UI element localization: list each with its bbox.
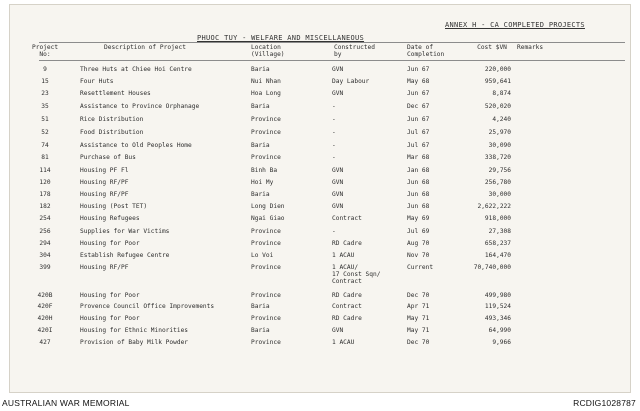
cell-description: Housing (Post TET) <box>80 203 148 210</box>
cell-description: Four Huts <box>80 78 114 85</box>
cell-project-no: 304 <box>39 252 51 259</box>
cell-constructed-by: GVN <box>332 90 344 97</box>
cell-constructed-by: - <box>332 142 336 149</box>
cell-constructed-by: 1 ACAU <box>332 252 355 259</box>
col-header-location: Location (Village) <box>251 44 285 58</box>
annex-title: ANNEX H - CA COMPLETED PROJECTS <box>445 21 585 29</box>
cell-cost: 520,020 <box>484 103 511 110</box>
cell-cost: 119,524 <box>484 303 511 310</box>
cell-project-no: 427 <box>39 339 51 346</box>
cell-constructed-by: Contract <box>332 303 362 310</box>
cell-location: Province <box>251 264 281 271</box>
cell-date: Nov 70 <box>407 252 430 259</box>
header-top-rule <box>39 42 625 43</box>
cell-constructed-by: GVN <box>332 191 344 198</box>
cell-cost: 918,000 <box>484 215 511 222</box>
cell-constructed-by: - <box>332 129 336 136</box>
cell-description: Resettlement Houses <box>80 90 151 97</box>
cell-date: Jun 67 <box>407 66 430 73</box>
cell-cost: 338,720 <box>484 154 511 161</box>
cell-location: Province <box>251 315 281 322</box>
cell-description: Housing PF Fl <box>80 167 129 174</box>
cell-date: Dec 70 <box>407 339 430 346</box>
cell-constructed-by: RD Cadre <box>332 292 362 299</box>
cell-cost: 164,470 <box>484 252 511 259</box>
cell-location: Province <box>251 240 281 247</box>
cell-project-no: 15 <box>41 78 49 85</box>
cell-description: Assistance to Old Peoples Home <box>80 142 192 149</box>
cell-description: Assistance to Province Orphanage <box>80 103 200 110</box>
cell-constructed-by: GVN <box>332 327 344 334</box>
col-header-cost: Cost $VN <box>477 44 507 51</box>
cell-constructed-by: Day Labour <box>332 78 370 85</box>
cell-date: Jul 67 <box>407 142 430 149</box>
cell-date: Apr 71 <box>407 303 430 310</box>
cell-date: Mar 68 <box>407 154 430 161</box>
cell-date: Jun 68 <box>407 191 430 198</box>
cell-description: Food Distribution <box>80 129 144 136</box>
archive-footer <box>0 398 640 411</box>
cell-cost: 9,966 <box>492 339 511 346</box>
cell-project-no: 256 <box>39 228 51 235</box>
cell-date: Jun 67 <box>407 116 430 123</box>
cell-location: Lo Voi <box>251 252 274 259</box>
cell-date: Jun 68 <box>407 203 430 210</box>
cell-location: Nui Nhan <box>251 78 281 85</box>
cell-description: Housing for Ethnic Minorities <box>80 327 189 334</box>
cell-date: Jan 68 <box>407 167 430 174</box>
cell-cost: 27,308 <box>488 228 511 235</box>
section-subtitle: PHUOC TUY - WELFARE AND MISCELLANEOUS <box>197 34 365 42</box>
cell-date: Dec 67 <box>407 103 430 110</box>
cell-description: Housing for Poor <box>80 240 140 247</box>
cell-date: May 69 <box>407 215 430 222</box>
cell-location: Long Dien <box>251 203 285 210</box>
cell-constructed-by: GVN <box>332 66 344 73</box>
cell-cost: 220,000 <box>484 66 511 73</box>
cell-description: Establish Refugee Centre <box>80 252 170 259</box>
cell-project-no: 35 <box>41 103 49 110</box>
cell-location: Baria <box>251 191 270 198</box>
cell-project-no: 23 <box>41 90 49 97</box>
cell-description: Supplies for War Victims <box>80 228 170 235</box>
cell-project-no: 420H <box>37 315 53 322</box>
cell-cost: 25,970 <box>488 129 511 136</box>
cell-date: Jul 69 <box>407 228 430 235</box>
cell-cost: 30,000 <box>488 191 511 198</box>
cell-cost: 256,780 <box>484 179 511 186</box>
cell-project-no: 120 <box>39 179 51 186</box>
col-header-project-no: Project No: <box>32 44 59 58</box>
cell-location: Baria <box>251 303 270 310</box>
cell-description: Housing for Poor <box>80 315 140 322</box>
cell-description: Housing Refugees <box>80 215 140 222</box>
col-header-remarks: Remarks <box>517 44 544 51</box>
cell-cost: 30,090 <box>488 142 511 149</box>
cell-location: Province <box>251 292 281 299</box>
cell-project-no: 420B <box>37 292 53 299</box>
cell-cost: 70,740,000 <box>473 264 511 271</box>
cell-date: Aug 70 <box>407 240 430 247</box>
cell-description: Housing RF/PF <box>80 179 129 186</box>
cell-constructed-by: - <box>332 228 336 235</box>
header-bottom-rule <box>39 60 625 61</box>
cell-description: Housing RF/PF <box>80 191 129 198</box>
cell-location: Hoi My <box>251 179 274 186</box>
cell-project-no: 9 <box>43 66 47 73</box>
col-header-date: Date of Completion <box>407 44 445 58</box>
cell-cost: 8,874 <box>492 90 511 97</box>
cell-date: Current <box>407 264 434 271</box>
cell-description: Provence Council Office Improvements <box>80 303 215 310</box>
cell-description: Rice Distribution <box>80 116 144 123</box>
cell-cost: 658,237 <box>484 240 511 247</box>
cell-constructed-by: - <box>332 154 336 161</box>
cell-location: Province <box>251 228 281 235</box>
cell-description: Purchase of Bus <box>80 154 136 161</box>
cell-date: May 71 <box>407 327 430 334</box>
cell-cost: 29,756 <box>488 167 511 174</box>
cell-project-no: 420I <box>37 327 53 334</box>
cell-cost: 2,622,222 <box>477 203 511 210</box>
cell-project-no: 294 <box>39 240 51 247</box>
cell-project-no: 182 <box>39 203 51 210</box>
cell-cost: 4,240 <box>492 116 511 123</box>
cell-location: Province <box>251 154 281 161</box>
cell-constructed-by: RD Cadre <box>332 315 362 322</box>
cell-location: Province <box>251 129 281 136</box>
cell-project-no: 420F <box>37 303 53 310</box>
cell-constructed-by: RD Cadre <box>332 240 362 247</box>
cell-cost: 493,346 <box>484 315 511 322</box>
col-header-description: Description of Project <box>104 44 186 51</box>
cell-date: Dec 70 <box>407 292 430 299</box>
cell-project-no: 74 <box>41 142 49 149</box>
archive-name: AUSTRALIAN WAR MEMORIAL <box>2 398 130 408</box>
cell-location: Baria <box>251 103 270 110</box>
cell-location: Ngai Giao <box>251 215 285 222</box>
archive-reference: RCDIG1028787 <box>573 398 636 408</box>
cell-location: Baria <box>251 142 270 149</box>
cell-date: May 71 <box>407 315 430 322</box>
cell-cost: 64,990 <box>488 327 511 334</box>
cell-location: Province <box>251 339 281 346</box>
cell-constructed-by: GVN <box>332 167 344 174</box>
cell-cost: 959,641 <box>484 78 511 85</box>
cell-date: Jul 67 <box>407 129 430 136</box>
cell-constructed-by: - <box>332 103 336 110</box>
cell-constructed-by: Contract <box>332 215 362 222</box>
cell-project-no: 178 <box>39 191 51 198</box>
cell-constructed-by: 1 ACAU <box>332 339 355 346</box>
cell-date: May 68 <box>407 78 430 85</box>
cell-project-no: 81 <box>41 154 49 161</box>
cell-project-no: 399 <box>39 264 51 271</box>
cell-description: Three Huts at Chiee Hoi Centre <box>80 66 192 73</box>
cell-location: Province <box>251 116 281 123</box>
cell-location: Binh Ba <box>251 167 278 174</box>
cell-location: Baria <box>251 327 270 334</box>
cell-project-no: 51 <box>41 116 49 123</box>
cell-project-no: 114 <box>39 167 51 174</box>
cell-description: Housing RF/PF <box>80 264 129 271</box>
cell-constructed-by: 1 ACAU/ 17 Const Sqn/ Contract <box>332 264 381 285</box>
cell-project-no: 254 <box>39 215 51 222</box>
cell-description: Provision of Baby Milk Powder <box>80 339 189 346</box>
cell-project-no: 52 <box>41 129 49 136</box>
cell-description: Housing for Poor <box>80 292 140 299</box>
cell-constructed-by: GVN <box>332 179 344 186</box>
cell-constructed-by: GVN <box>332 203 344 210</box>
document-page <box>9 4 631 393</box>
cell-date: Jun 68 <box>407 179 430 186</box>
cell-location: Hoa Long <box>251 90 281 97</box>
cell-location: Baria <box>251 66 270 73</box>
cell-cost: 499,980 <box>484 292 511 299</box>
col-header-constructed-by: Constructed by <box>334 44 375 58</box>
cell-date: Jun 67 <box>407 90 430 97</box>
cell-constructed-by: - <box>332 116 336 123</box>
